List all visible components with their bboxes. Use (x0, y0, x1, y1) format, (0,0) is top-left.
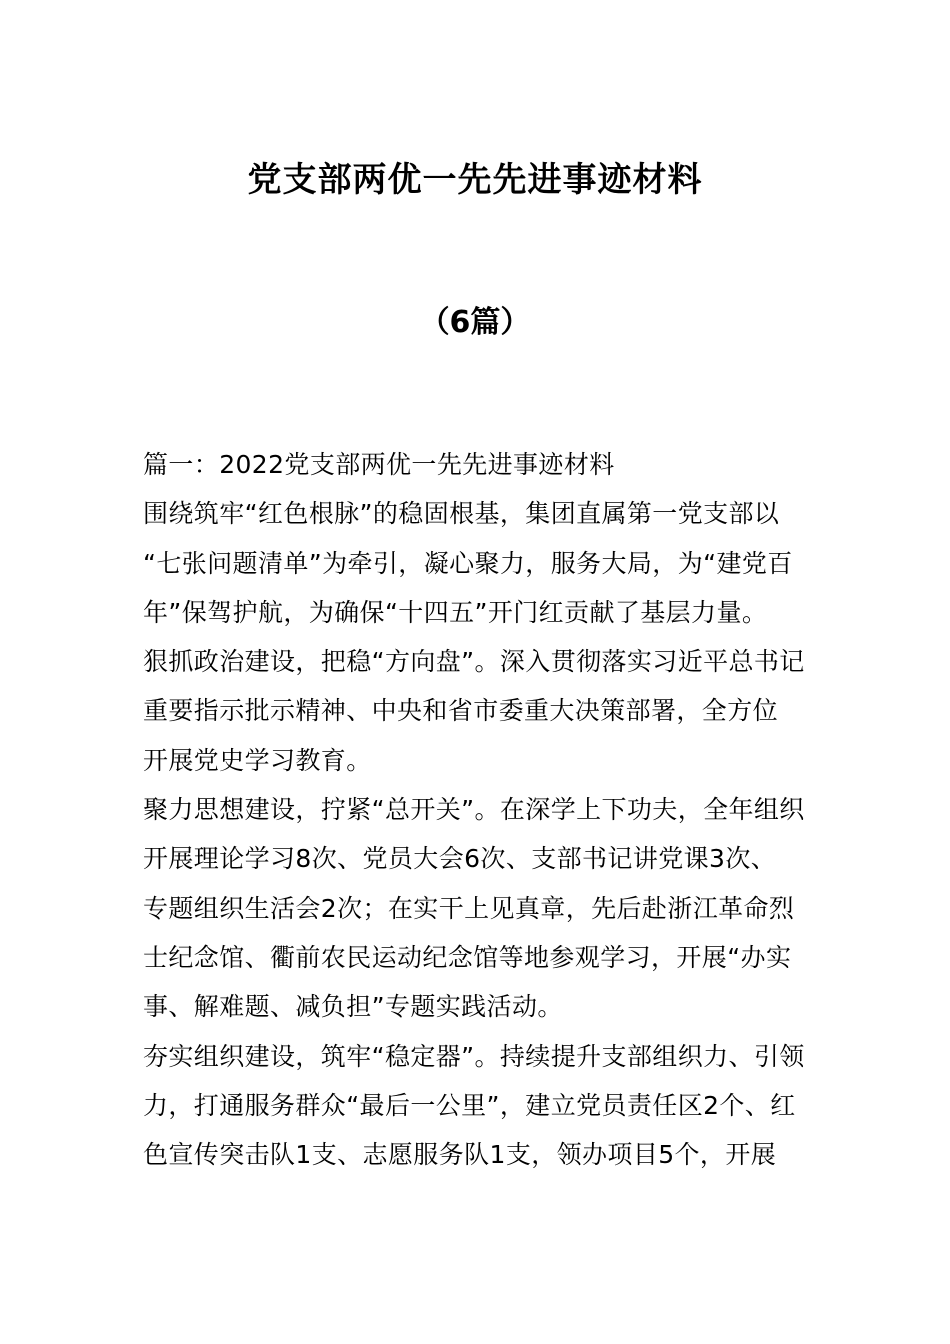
body-line: 力，打通服务群众“最后一公里”，建立党员责任区2个、红 (143, 1090, 796, 1120)
body-line: 聚力思想建设，拧紧“总开关”。在深学上下功夫，全年组织 (143, 795, 805, 825)
body-line: 开展理论学习8次、党员大会6次、支部书记讲党课3次、 (143, 844, 777, 874)
body-line: 夯实组织建设，筑牢“稳定器”。持续提升支部组织力、引领 (143, 1041, 805, 1071)
body-line: “七张问题清单”为牵引，凝心聚力，服务大局，为“建党百 (143, 548, 793, 578)
document-body (143, 440, 823, 1179)
body-line: 事、解难题、减负担”专题实践活动。 (143, 992, 563, 1022)
body-line: 狠抓政治建设，把稳“方向盘”。深入贯彻落实习近平总书记 (143, 647, 805, 677)
document-title: 党支部两优一先先进事迹材料 (247, 160, 703, 200)
section-heading: 篇一：2022党支部两优一先先进事迹材料 (143, 450, 615, 479)
body-line: 士纪念馆、衢前农民运动纪念馆等地参观学习，开展“办实 (143, 942, 792, 972)
body-line: 重要指示批示精神、中央和省市委重大决策部署，全方位 (143, 696, 779, 726)
body-line: 专题组织生活会2次；在实干上见真章，先后赴浙江革命烈 (143, 893, 795, 923)
body-line: 色宣传突击队1支、志愿服务队1支，领办项目5个，开展 (143, 1140, 777, 1170)
body-line: 围绕筑牢“红色根脉”的稳固根基，集团直属第一党支部以 (143, 499, 780, 529)
body-line: 年”保驾护航，为确保“十四五”开门红贡献了基层力量。 (143, 597, 768, 627)
body-line: 开展党史学习教育。 (143, 745, 372, 775)
document-subtitle: （6篇） (419, 305, 531, 340)
